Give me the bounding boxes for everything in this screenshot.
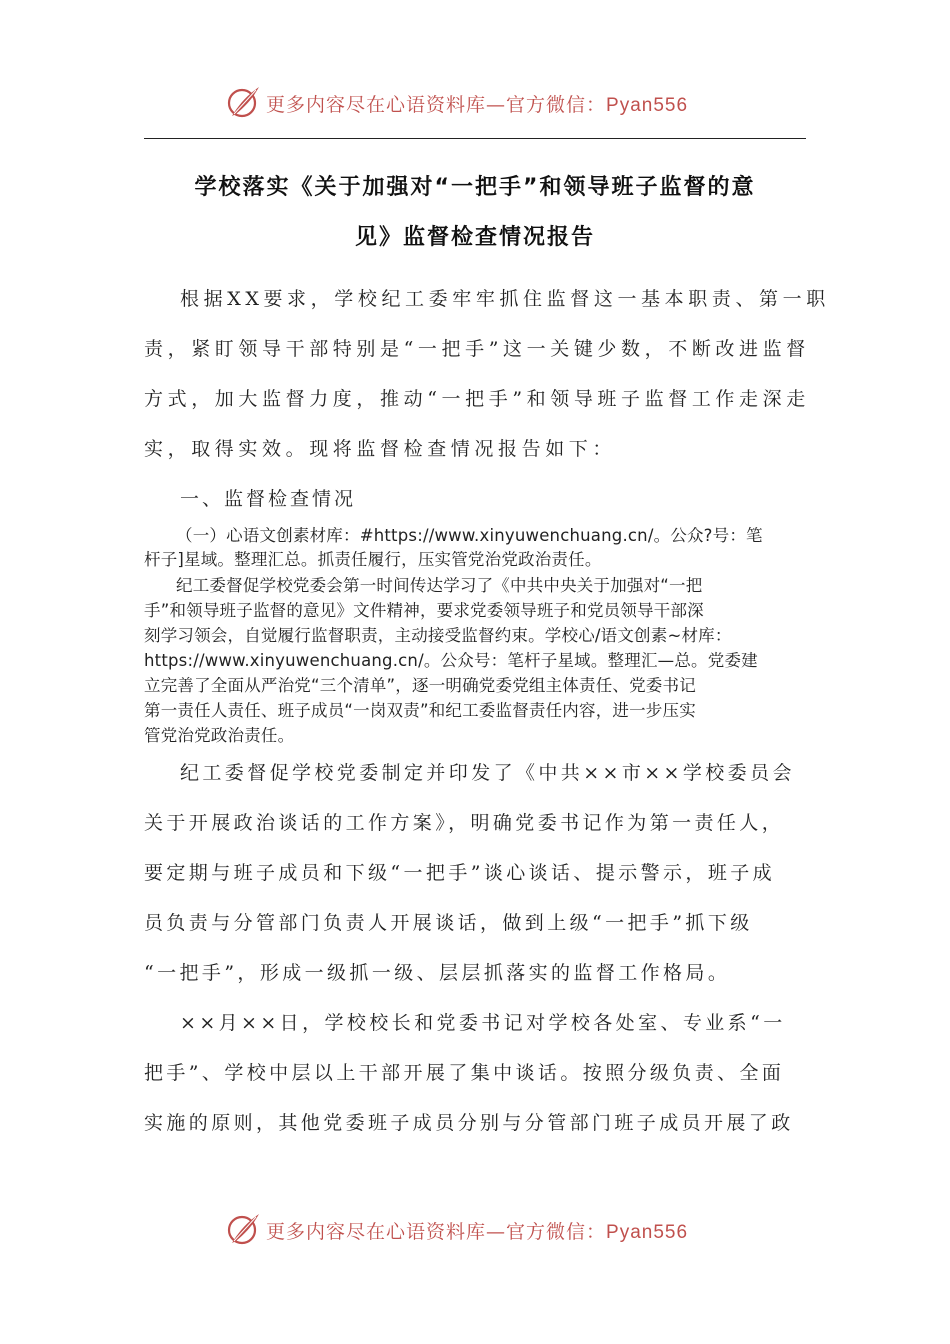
banner-slogan: 更多内容尽在心语资料库—官方微信：	[266, 94, 607, 116]
para2-line: 纪工委督促学校党委会第一时间传达学习了《中共中央关于加强对“一把	[176, 576, 703, 595]
header-banner	[0, 80, 950, 124]
doc-title-line-1: 学校落实《关于加强对“一把手”和领导班子监督的意	[194, 175, 756, 200]
footer-banner	[0, 1207, 950, 1251]
para4-line: 把手”、学校中层以上干部开展了集中谈话。按照分级负责、全面	[144, 1062, 785, 1084]
intro-line: 根据XX要求，学校纪工委牢牢抓住监督这一基本职责、第一职	[180, 288, 830, 310]
quill-logo-icon	[226, 84, 262, 120]
para3-line: 纪工委督促学校党委制定并印发了《中共××市××学校委员会	[180, 762, 795, 784]
para4-line: ××月××日，学校校长和党委书记对学校各处室、专业系“一	[180, 1012, 786, 1034]
para3-line: 员负责与分管部门负责人开展谈话，做到上级“一把手”抓下级	[144, 912, 753, 934]
para3-line: 要定期与班子成员和下级“一把手”谈心谈话、提示警示，班子成	[144, 862, 776, 884]
para2-line: 第一责任人责任、班子成员“一岗双责”和纪工委监督责任内容，进一步压实	[144, 701, 696, 720]
banner-handle: Pyan556	[606, 1222, 689, 1243]
intro-line: 责，紧盯领导干部特别是“一把手”这一关键少数，不断改进监督	[144, 338, 810, 360]
intro-line: 实，取得实效。现将监督检查情况报告如下：	[144, 438, 617, 460]
banner-text	[266, 1217, 688, 1244]
header-rule	[144, 138, 806, 139]
para2-line: 管党治党政治责任。	[144, 726, 295, 745]
doc-title-line-2: 见》监督检查情况报告	[354, 225, 595, 250]
para2-line: https://www.xinyuwenchuang.cn/。公众号：笔杆子星域。整理汇—总。党委建	[144, 651, 758, 670]
para4-line: 实施的原则，其他党委班子成员分别与分管部门班子成员开展了政	[144, 1112, 794, 1134]
banner-text	[266, 90, 688, 117]
para3-line: 关于开展政治谈话的工作方案》，明确党委书记作为第一责任人，	[144, 812, 785, 834]
banner-slogan: 更多内容尽在心语资料库—官方微信：	[266, 1221, 607, 1243]
para2-line: 手”和领导班子监督的意见》文件精神，要求党委领导班子和党员领导干部深	[144, 601, 704, 620]
intro-line: 方式，加大监督力度，推动“一把手”和领导班子监督工作走深走	[144, 388, 810, 410]
sub-item-line: 杆子]星域。整理汇总。抓责任履行，压实管党治党政治责任。	[144, 550, 602, 569]
sub-item-line: （一）心语文创素材库：#https://www.xinyuwenchuang.cn/。公众?号：笔	[176, 526, 763, 545]
section-heading: 一、监督检查情况	[180, 488, 357, 510]
banner-handle: Pyan556	[606, 95, 689, 116]
para3-line: “一把手”，形成一级抓一级、层层抓落实的监督工作格局。	[144, 962, 731, 984]
para2-line: 刻学习领会，自觉履行监督职责，主动接受监督约束。学校心/语文创素~材库：	[144, 626, 732, 645]
quill-logo-icon	[226, 1211, 262, 1247]
para2-line: 立完善了全面从严治党“三个清单”，逐一明确党委党组主体责任、党委书记	[144, 676, 696, 695]
